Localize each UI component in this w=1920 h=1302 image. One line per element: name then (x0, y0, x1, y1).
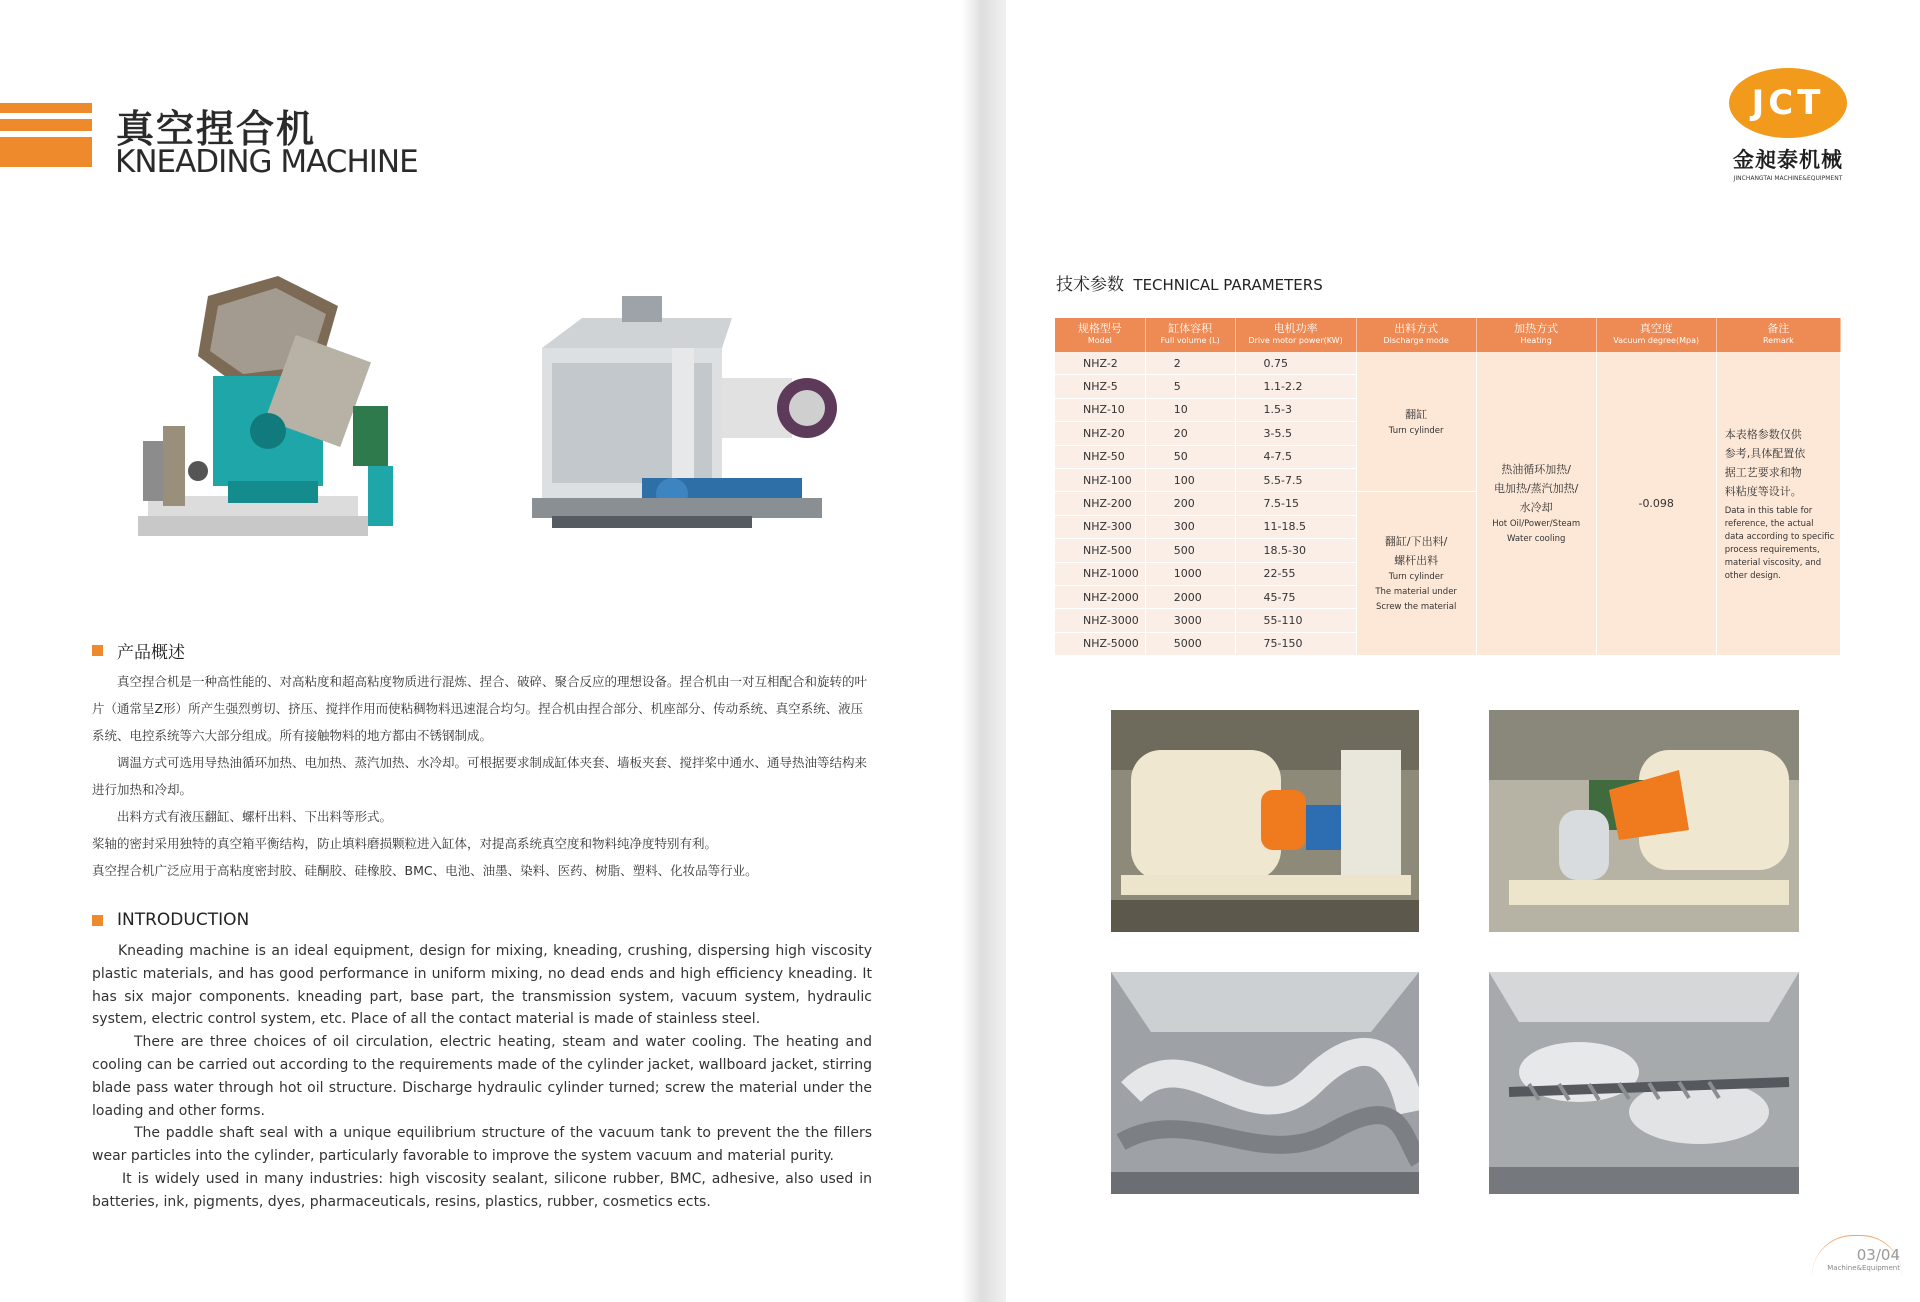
vacuum-cell: -0.098 (1596, 352, 1716, 656)
logo-mark: JCT (1729, 68, 1847, 138)
col-vacuum: 真空度 Vacuum degree(Mpa) (1596, 318, 1716, 352)
logo-name-cn: 金昶泰机械 (1733, 148, 1843, 172)
col-discharge: 出料方式 Discharge mode (1356, 318, 1476, 352)
col-volume: 缸体容积 Full volume (L) (1145, 318, 1235, 352)
page-title-en: KNEADING MACHINE (115, 144, 418, 180)
col-model: 规格型号 Model (1055, 318, 1145, 352)
logo-name-en: JINCHANGTAI MACHINE&EQUIPMENT (1733, 175, 1843, 182)
table-header-row (1055, 318, 1841, 352)
overview-cn-heading: 产品概述 (92, 638, 185, 663)
machine-photo-front (1111, 710, 1419, 932)
table-row: NHZ-200 200 7.5-15 翻缸/下出料/ 螺杆出料 Turn cylinder The material under Screw the material (1055, 492, 1841, 515)
overview-cn-text: 真空捏合机是一种高性能的、对高粘度和超高粘度物质进行混炼、捏合、破碎、聚合反应的理想设备。捏合机由一对互相配合和旋转的叶片（通常呈Z形）所产生强烈剪切、挤压、搅拌作用而使粘稠物料迅速混合均匀。捏合机由捏合部分、机座部分、传动系统、真空系统、液压系统、电控系统等六大部分组成。所有接触物料的地方都由不锈钢制成。 调温方式可选用导热油循环加热、电加热、蒸汽加热、水冷却。可根据要求制成缸体夹套、墙板夹套、搅拌桨中通水、通导热油等结构来进行加热和冷却。 出料方式有液压翻缸、螺杆出料、下出料等形式。 桨轴的密封采用独特的真空箱平衡结构，防止填料磨损颗粒进入缸体，对提高系统真空度和物料纯净度特别有利。 真空捏合机广泛应用于高粘度密封胶、硅酮胶、硅橡胶、BMC、电池、油墨、染料、医药、树脂、塑料、化妆品等行业。 (92, 674, 868, 878)
table-row: NHZ-5 5 1.1-2.2 (1055, 375, 1841, 398)
table-row: NHZ-3000 3000 55-110 (1055, 609, 1841, 632)
machine-photo-side (1489, 710, 1799, 932)
tech-params-title: 技术参数 TECHNICAL PARAMETERS (1056, 275, 1323, 295)
introduction-text: Kneading machine is an ideal equipment, design for mixing, kneading, crushing, dispersing high viscosity plastic materials, and has good performance in uniform mixing, no dead ends and high efficiency kneading. It has six major components. kneading part, base part, the transmission system, vacuum system, hydraulic system, electric control system, etc. Place of all the contact material is made of stainless steel. There are three choices of oil circulation, electric heating, steam and water cooling. The heating and cooling can be carried out according to the requirements made of the cylinder jacket, wallboard jacket, stirring blade pass water through hot oil structure. Discharge hydraulic cylinder turned; screw the material under the loading and other forms. The paddle shaft seal with a unique equilibrium structure of the vacuum tank to prevent the the fillers wear particles into the cylinder, particularly favorable to improve the system vacuum and material purity. It is widely used in many industries: high viscosity sealant, silicone rubber, BMC, adhesive, also used in batteries, ink, pigments, dyes, pharmaceuticals, resins, plastics, rubber, cosmetics ects. (92, 943, 872, 1210)
table-row: NHZ-50 50 4-7.5 (1055, 445, 1841, 468)
page-title-cn: 真空捏合机 (116, 107, 317, 151)
tech-params-table (1055, 318, 1841, 656)
orange-stripes-decoration (0, 103, 92, 173)
discharge-cell-2: 翻缸/下出料/ 螺杆出料 Turn cylinder The material under Screw the material (1356, 492, 1476, 656)
mixing-chamber-photo-2 (1489, 972, 1799, 1194)
mixing-chamber-photo-1 (1111, 972, 1419, 1194)
introduction-heading: INTRODUCTION (92, 910, 249, 930)
remark-cell: 本表格参数仅供 参考,具体配置依 据工艺要求和物 料粘度等设计。 Data in this table for reference, the actual data according to specific process requirements, material viscosity, and other design. (1716, 352, 1840, 656)
orange-square-icon (92, 645, 103, 656)
discharge-cell-1: 翻缸 Turn cylinder (1356, 352, 1476, 492)
jct-logo (1718, 68, 1858, 182)
orange-square-icon (92, 915, 103, 926)
col-heating: 加热方式 Heating (1476, 318, 1596, 352)
kneader-tilted-photo (128, 266, 418, 556)
kneader-motor-photo (522, 288, 842, 558)
col-remark: 备注 Remark (1716, 318, 1840, 352)
table-row: NHZ-1000 1000 22-55 (1055, 562, 1841, 585)
page-gutter (962, 0, 1006, 1302)
col-power: 电机功率 Drive motor power(KW) (1235, 318, 1356, 352)
table-row: NHZ-10 10 1.5-3 (1055, 398, 1841, 421)
table-row: NHZ-20 20 3-5.5 (1055, 422, 1841, 445)
table-row: NHZ-5000 5000 75-150 (1055, 632, 1841, 655)
table-row: NHZ-300 300 11-18.5 (1055, 515, 1841, 538)
heating-cell: 热油循环加热/ 电加热/蒸汽加热/ 水冷却 Hot Oil/Power/Steam Water cooling (1476, 352, 1596, 656)
table-row: NHZ-100 100 5.5-7.5 (1055, 468, 1841, 491)
table-row: NHZ-500 500 18.5-30 (1055, 539, 1841, 562)
right-page (1006, 0, 1920, 1302)
table-row: NHZ-2000 2000 45-75 (1055, 585, 1841, 608)
page-number: 03/04 Machine&Equipment (1827, 1246, 1900, 1272)
table-row: NHZ-2 2 0.75 翻缸 Turn cylinder 热油循环加热/ 电加热/蒸汽加热/ 水冷却 Hot Oil/Power/Steam Water cooling -0.098 本表格参数仅供 参考,具体配置依 据工艺要求和物 料粘度等设计。 Data in this table for reference, the actual data according to specific process requirements, material viscosity, and other design. (1055, 352, 1841, 375)
